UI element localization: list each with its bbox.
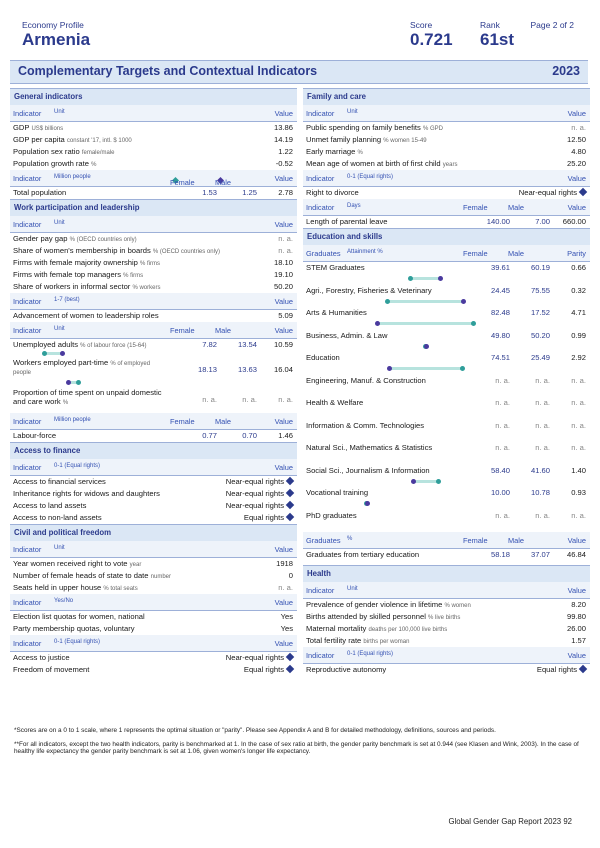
left-column — [10, 88, 297, 676]
header-row: Indicator Unit Female Male Value — [10, 322, 297, 339]
gap-bar — [413, 480, 438, 483]
header-row: Graduates % Female Male Value — [303, 532, 590, 549]
male-dot — [424, 344, 429, 349]
table-row: Party membership quotas, voluntary Yes — [13, 624, 293, 633]
header-row: Indicator Yes/No Value — [10, 594, 297, 611]
header-row: Indicator 0-1 (Equal rights) Value — [303, 170, 590, 187]
gap-bar — [387, 300, 463, 303]
table-row: Access to land assets Near-equal rights — [10, 500, 297, 512]
profile-label: Economy Profile — [22, 20, 84, 30]
female-dot — [436, 479, 441, 484]
female-dot — [471, 321, 476, 326]
table-row: PhD graduates n. a. n. a. n. a. — [306, 510, 586, 520]
male-dot — [461, 299, 466, 304]
section-finance: Access to finance — [10, 442, 297, 459]
table-row: Education 74.51 25.49 2.92 — [303, 352, 590, 375]
diamond-icon — [579, 188, 587, 196]
female-dot — [76, 380, 81, 385]
table-row: Workers employed part-time % of employed people 18.13 13.63 16.04 — [10, 357, 297, 387]
header-row: Indicator Unit Value — [303, 105, 590, 122]
table-row: Firms with female top managers % firms 19.10 — [13, 270, 293, 279]
table-row: Mean age of women at birth of first child years 25.20 — [306, 159, 586, 168]
score-value: 0.721 — [410, 30, 453, 49]
table-row: Labour-force 0.77 0.70 1.46 — [13, 431, 293, 440]
score-label: Score — [410, 20, 433, 30]
table-row: Total population 1.53 1.25 2.78 — [13, 188, 293, 197]
table-row: Social Sci., Journalism & Information 58.40 41.60 1.40 — [303, 465, 590, 488]
male-dot — [411, 479, 416, 484]
section-general: General indicators — [10, 88, 297, 105]
page-indicator: Page 2 of 2 — [530, 20, 574, 30]
header-indicator: Indicator — [13, 109, 42, 118]
diamond-icon — [286, 653, 294, 661]
table-row: Inheritance rights for widows and daughters Near-equal rights — [10, 488, 297, 500]
diamond-icon — [286, 477, 294, 485]
education-rows — [303, 262, 590, 532]
table-row: Births attended by skilled personnel % live births 99.80 — [306, 612, 586, 621]
male-dot — [438, 276, 443, 281]
table-row: Access to financial services Near-equal rights — [10, 476, 297, 488]
diamond-icon — [286, 665, 294, 673]
section-civil: Civil and political freedom — [10, 524, 297, 541]
male-dot — [66, 380, 71, 385]
female-dot — [385, 299, 390, 304]
section-family: Family and care — [303, 88, 590, 105]
table-row: Gender pay gap % (OECD countries only) n. a. — [13, 234, 293, 243]
section-work: Work participation and leadership — [10, 199, 297, 216]
table-row: Election list quotas for women, national Yes — [13, 612, 293, 621]
header-row: Indicator 0-1 (Equal rights) Value — [10, 635, 297, 652]
table-row: Population growth rate % -0.52 — [13, 159, 293, 168]
header-row: Indicator Million people Female Male Value — [10, 170, 297, 187]
header-row: Indicator Unit Value — [303, 582, 590, 599]
section-education: Education and skills — [303, 228, 590, 245]
diamond-icon — [286, 513, 294, 521]
right-column — [303, 88, 590, 676]
table-row: Reproductive autonomy Equal rights — [303, 664, 590, 676]
table-row: Share of women's membership in boards % (OECD countries only) n. a. — [13, 246, 293, 255]
table-row: Vocational training 10.00 10.78 0.93 — [303, 487, 590, 510]
header-row: Indicator Unit Value — [10, 541, 297, 558]
female-dot — [42, 351, 47, 356]
header-row: Graduates Attainment % Female Male Parity — [303, 245, 590, 262]
section-health: Health — [303, 565, 590, 582]
footnote-2: **For all indicators, except the two health indicators, parity is benchmarked at 1. In the case of sex ratio at birth, the gender parity benchmark is set at 0.944 (see Klasen and Wink, 2003). In the case of healthy life expectancy the gender parity benchmark is set at 1.06, given women's longer life expectancy. — [14, 741, 579, 755]
table-row: STEM Graduates 39.61 60.19 0.66 — [303, 262, 590, 285]
header-row: Indicator 0-1 (Equal rights) Value — [10, 459, 297, 476]
table-row: Agri., Forestry, Fisheries & Veterinary 24.45 75.55 0.32 — [303, 285, 590, 308]
table-row: Engineering, Manuf. & Construction n. a. n. a. n. a. — [306, 375, 586, 385]
table-row: Length of parental leave 140.00 7.00 660.00 — [306, 217, 586, 226]
table-row: Unmet family planning % women 15-49 12.50 — [306, 135, 586, 144]
table-row: Health & Welfare n. a. n. a. n. a. — [306, 398, 586, 407]
country-name: Armenia — [22, 30, 91, 49]
table-row: Access to justice Near-equal rights — [10, 652, 297, 664]
male-dot — [60, 351, 65, 356]
female-dot — [408, 276, 413, 281]
table-row: Early marriage % 4.80 — [306, 147, 586, 156]
table-row: GDP US$ billions 13.86 — [13, 123, 293, 132]
header-row: Indicator Unit Value — [10, 216, 297, 233]
gap-bar — [410, 277, 441, 280]
table-row: Information & Comm. Technologies n. a. n. a. n. a. — [306, 420, 586, 430]
gap-bar — [389, 367, 462, 370]
table-row: Graduates from tertiary education 58.18 37.07 46.84 — [306, 550, 586, 559]
section-band — [10, 60, 588, 84]
band-title: Complementary Targets and Contextual Indicators — [18, 64, 318, 78]
table-row: Seats held in upper house % total seats n. a. — [13, 583, 293, 592]
table-row: Unemployed adults % of labour force (15-64) 7.82 13.54 10.59 — [10, 339, 297, 357]
footnote-1: *Scores are on a 0 to 1 scale, where 1 represents the optimal situation or "parity". Please see Appendix A and B for detailed methodology, definitions, sources and periods. — [14, 727, 496, 734]
table-row: Advancement of women to leadership roles 5.09 — [13, 311, 293, 320]
diamond-icon — [579, 665, 587, 673]
header-row: Indicator Days Female Male Value — [303, 199, 590, 216]
gap-bar — [377, 322, 473, 325]
rank-label: Rank — [480, 20, 500, 30]
header-row: Indicator Million people Female Male Value — [10, 413, 297, 430]
table-row: Arts & Humanities 82.48 17.52 4.71 — [303, 307, 590, 330]
table-row: Year women received right to vote year 1918 — [13, 559, 293, 568]
header-value: Value — [274, 109, 293, 118]
table-row: Number of female heads of state to date number 0 — [13, 571, 293, 580]
table-row: Prevalence of gender violence in lifetime % women 8.20 — [306, 600, 586, 609]
band-year: 2023 — [552, 64, 580, 78]
header-row — [10, 105, 297, 122]
table-row: GDP per capita constant '17, intl. $ 1000 14.19 — [13, 135, 293, 144]
rank-value: 61st — [480, 30, 515, 49]
table-row: Population sex ratio female/male 1.22 — [13, 147, 293, 156]
male-dot — [365, 501, 370, 506]
diamond-icon — [286, 489, 294, 497]
page-footer: Global Gender Gap Report 2023 92 — [448, 817, 572, 826]
header-row: Indicator 1-7 (best) Value — [10, 293, 297, 310]
table-row: Firms with female majority ownership % firms 18.10 — [13, 258, 293, 267]
table-row: Proportion of time spent on unpaid domestic and care work % n. a. n. a. n. a. — [13, 388, 293, 406]
table-row: Total fertility rate births per woman 1.57 — [306, 636, 586, 645]
table-row: Public spending on family benefits % GPD n. a. — [306, 123, 586, 132]
header-row: Indicator 0-1 (Equal rights) Value — [303, 647, 590, 664]
table-row: Natural Sci., Mathematics & Statistics n. a. n. a. n. a. — [306, 443, 586, 452]
table-row: Right to divorce Near-equal rights — [303, 187, 590, 199]
table-row: Access to non-land assets Equal rights — [10, 512, 297, 524]
male-dot — [387, 366, 392, 371]
table-row: Freedom of movement Equal rights — [10, 664, 297, 676]
table-row: Maternal mortality deaths per 100,000 live births 26.00 — [306, 624, 586, 633]
table-row: Business, Admin. & Law 49.80 50.20 0.99 — [303, 330, 590, 353]
diamond-icon — [286, 501, 294, 509]
female-dot — [460, 366, 465, 371]
male-dot — [375, 321, 380, 326]
header-unit: Unit — [54, 109, 65, 115]
table-row: Share of workers in informal sector % workers 50.20 — [13, 282, 293, 291]
